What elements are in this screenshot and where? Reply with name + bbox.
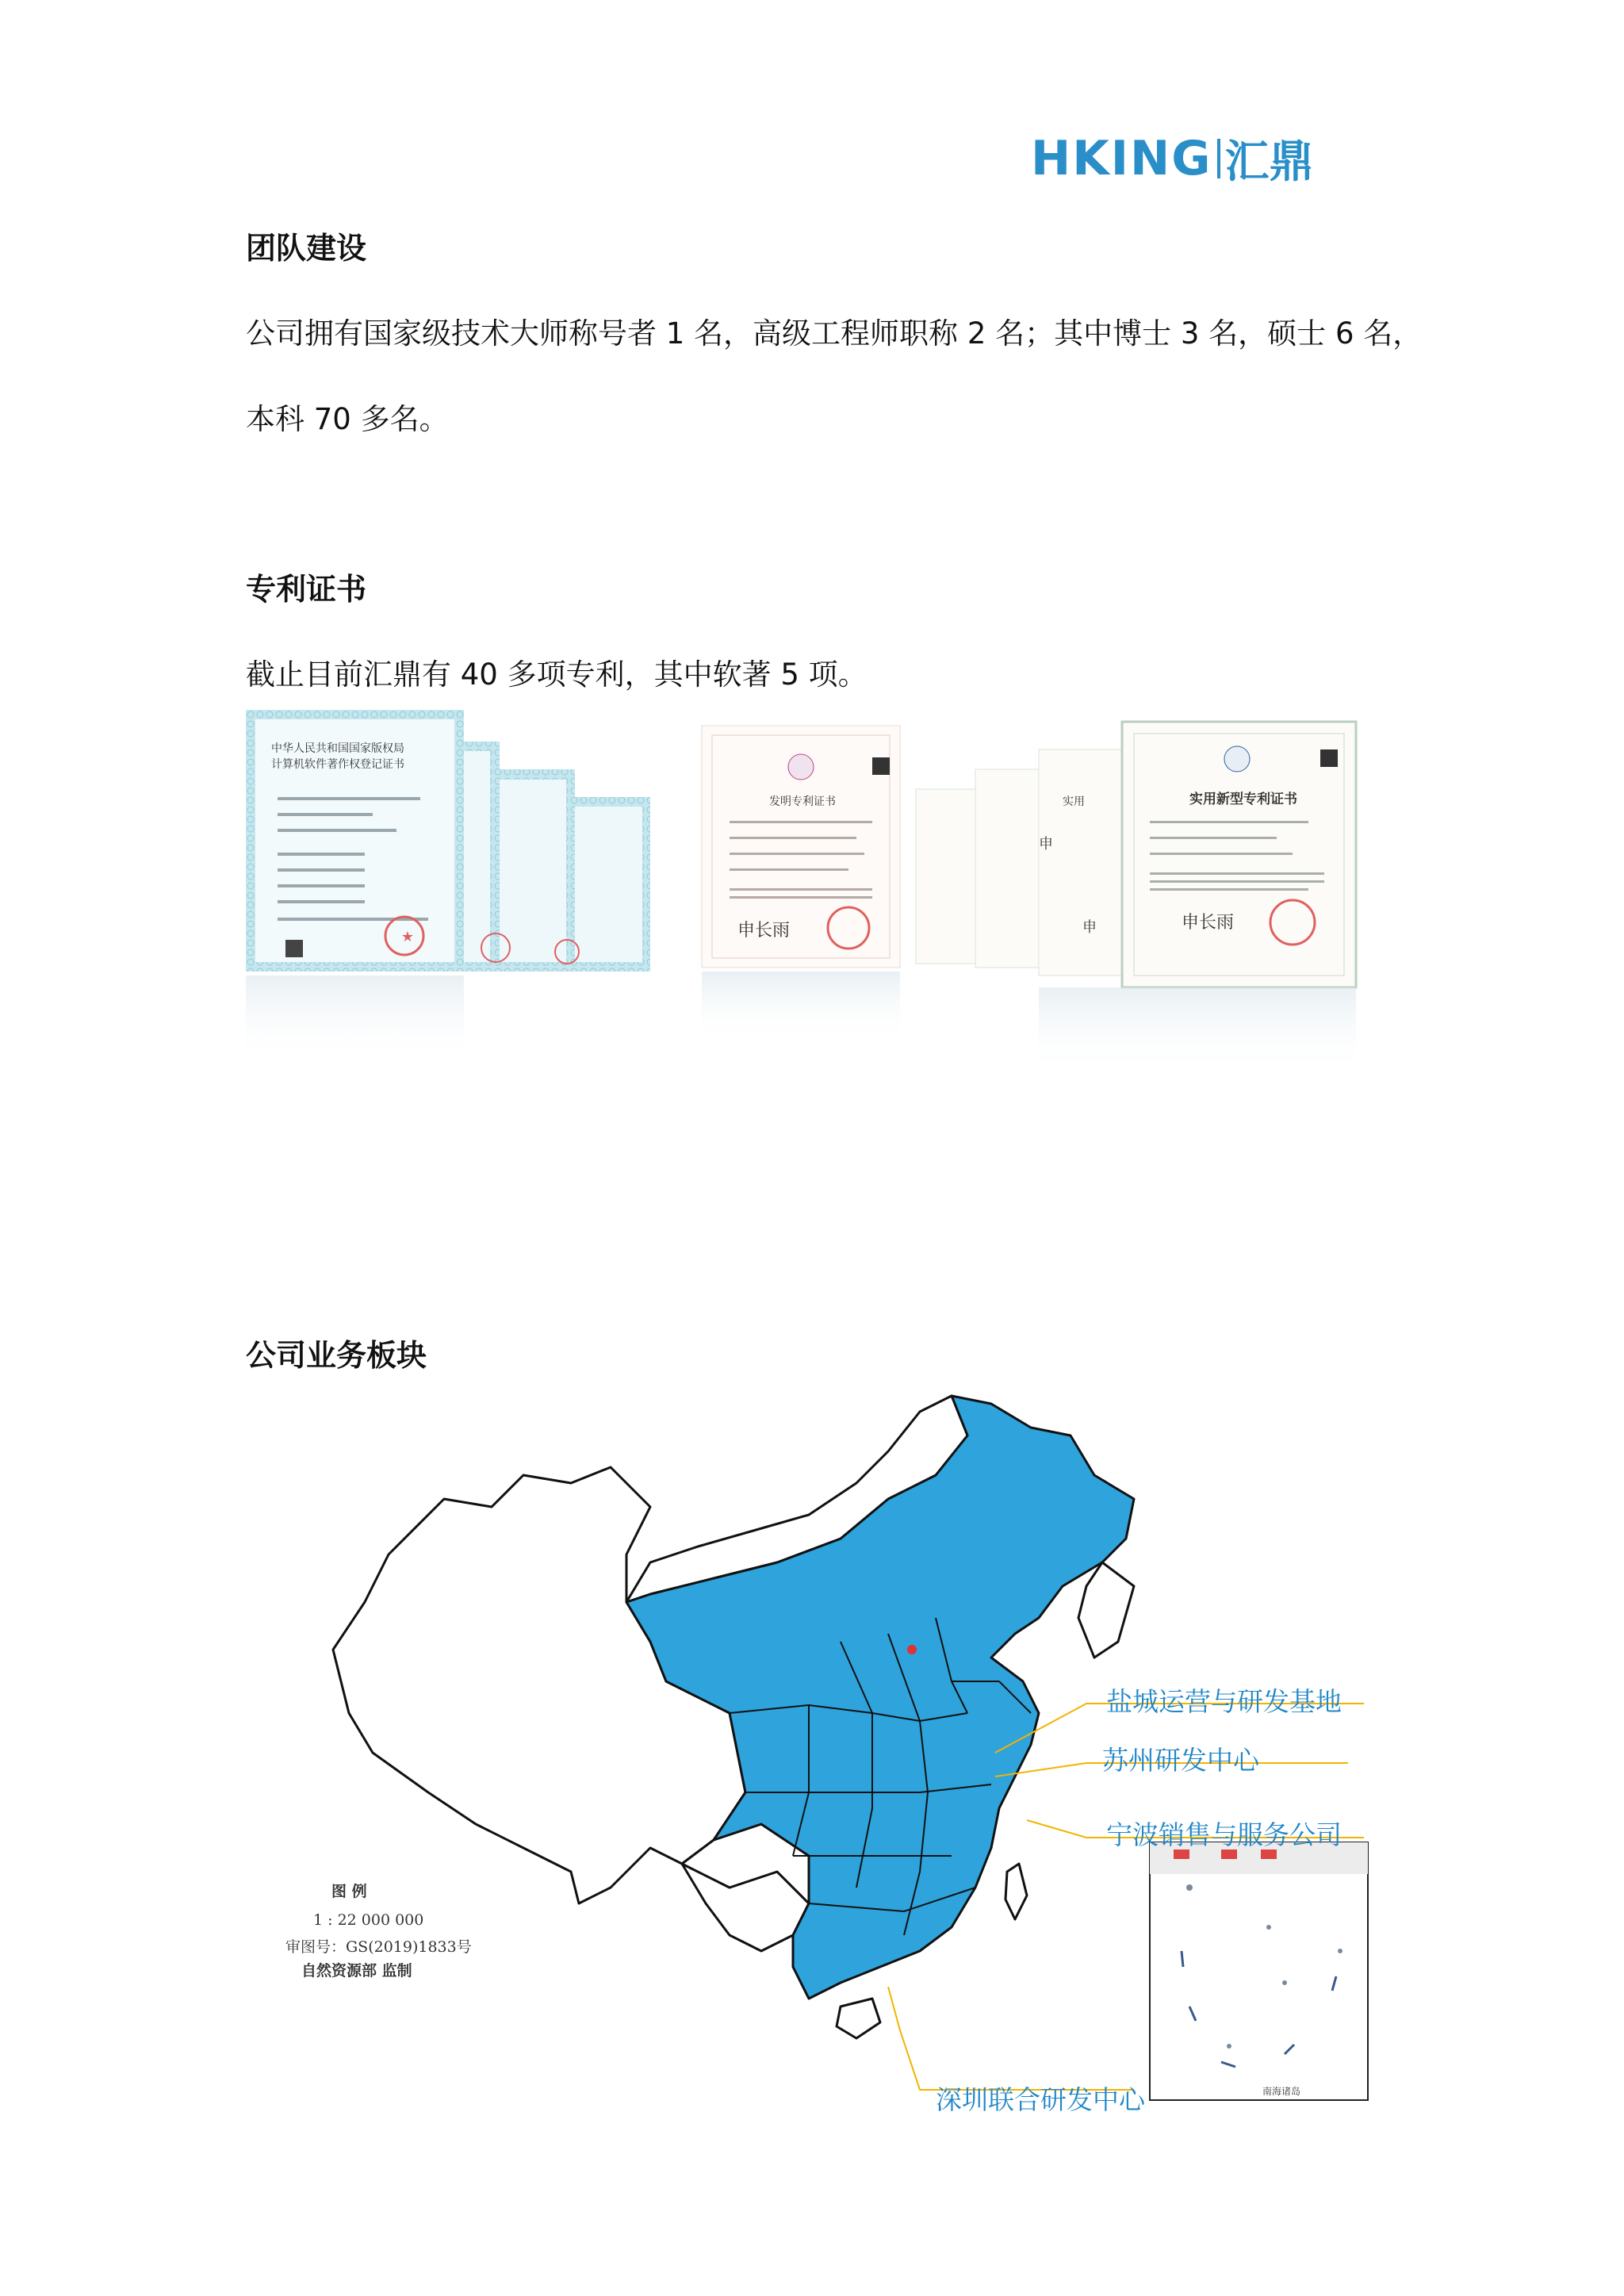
legend-title: 图 例: [331, 1883, 367, 1900]
certificates-graphic: [246, 710, 1360, 1166]
logo-divider: [1217, 139, 1220, 178]
location-shenzhen: 深圳联合研发中心: [936, 2084, 1145, 2115]
invention-certificate: [702, 726, 900, 1043]
location-suzhou: 苏州研发中心: [1102, 1745, 1259, 1776]
legend-authority: 自然资源部 监制: [301, 1962, 412, 1980]
team-heading: 团队建设: [246, 231, 367, 266]
location-ningbo: 宁波销售与服务公司: [1106, 1819, 1342, 1850]
inset-label: 南海诸岛: [1262, 2086, 1301, 2097]
svg-text:申长雨: 申长雨: [737, 921, 791, 941]
business-heading: 公司业务板块: [246, 1338, 427, 1373]
map-region-hainan: [837, 1999, 880, 2038]
software-cert-title1: 中华人民共和国国家版权局: [271, 742, 404, 755]
south-china-sea-inset: [1150, 1842, 1368, 2100]
map-region-korea: [1078, 1562, 1134, 1658]
patent-certificates-image: [246, 710, 1360, 1166]
software-cert-title2: 计算机软件著作权登记证书: [271, 758, 404, 771]
location-yancheng: 盐城运营与研发基地: [1106, 1686, 1342, 1717]
legend-scale: 1 : 22 000 000: [313, 1911, 424, 1929]
svg-text:申: 申: [1082, 919, 1097, 936]
svg-text:申: 申: [1039, 836, 1053, 853]
logo-text-cn: 汇鼎: [1224, 136, 1314, 188]
svg-text:★: ★: [400, 929, 415, 945]
svg-text:申长雨: 申长雨: [1182, 913, 1235, 933]
invention-cert-title: 发明专利证书: [769, 795, 836, 808]
legend-approval-number: 审图号：GS(2019)1833号: [285, 1938, 472, 1956]
utility-certificate-stack: [916, 722, 1356, 1075]
utility-cert-title: 实用新型专利证书: [1189, 792, 1297, 807]
team-text-line1: 公司拥有国家级技术大师称号者 1 名，高级工程师职称 2 名；其中博士 3 名，硕士 6 名，: [246, 316, 1423, 351]
team-text-line2: 本科 70 多名。: [246, 402, 449, 436]
company-logo: [1031, 131, 1314, 188]
logo-text-en: HKING: [1031, 131, 1212, 186]
patent-heading: 专利证书: [246, 572, 367, 607]
patent-text: 截止目前汇鼎有 40 多项专利，其中软著 5 项。: [246, 657, 868, 692]
utility-cert-partial-title: 实用: [1063, 795, 1085, 808]
map-region-taiwan: [1005, 1864, 1027, 1919]
